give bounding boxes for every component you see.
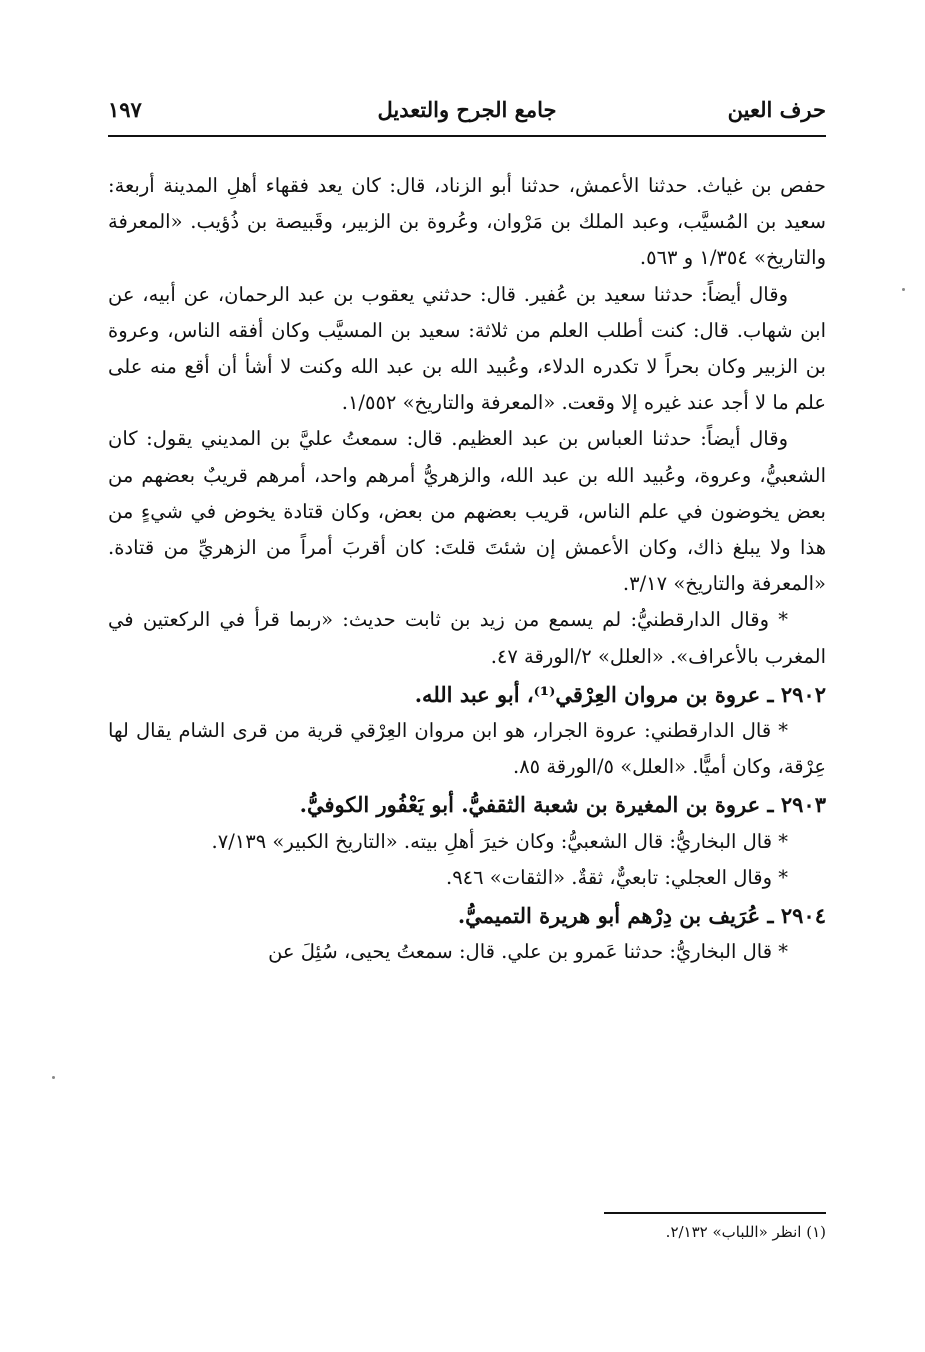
paragraph-daraqutni: * وقال الدارقطنيُّ: لم يسمع من زيد بن ثابت حديث: «ربما قرأ في الركعتين في المغرب بالأعراف». «العلل» ٢/الورقة ٤٧.: [108, 608, 826, 668]
scan-speck: [52, 1076, 55, 1079]
chapter-title: حرف العين: [727, 97, 826, 122]
scan-speck: [902, 288, 905, 291]
footnote: (١) انظر «اللباب» ٢/١٣٢.: [665, 1223, 826, 1241]
paragraph-bukhari-amr: * قال البخاريُّ: حدثنا عَمرو بن علي. قال: سمعتُ يحيى، سُئِلَ عن: [268, 940, 788, 964]
book-title: جامع الجرح والتعديل: [377, 97, 557, 122]
footnote-divider: [604, 1212, 826, 1214]
paragraph-ibn-shihab: وقال أيضاً: حدثنا سعيد بن عُفير. قال: حدثني يعقوب بن عبد الرحمان، عن أبيه، عن ابن شهاب. قال: كنت أطلب العلم من ثلاثة: سعيد بن المسيَّب وكان أفقه الناس، وعروة بن الزبير وكان بحراً لا تكدره الدلاء، وعُبيد الله بن عبد الله وكنت لا أشأ أن أقع منه على علم ما لا أجد عند غيره إلا وقعت. «المعرفة والتاريخ» ١/٥٥٢.: [108, 282, 826, 415]
header-divider: [108, 135, 826, 137]
paragraph-ali-madini: وقال أيضاً: حدثنا العباس بن عبد العظيم. قال: سمعتُ عليَّ بن المديني يقول: كان الشعبيُّ، وعروة، وعُبيد الله بن عبد الله، والزهريُّ أمرهم واحد، أمرهم قريبٌ بعضهم من بعض يخوضون في علم الناس، قريب بعضهم من بعض، وكان قتادة يخوض في شيءٍ من هذا ولا يبلغ ذاك، وكان الأعمش إن شئتَ قلتَ: كان أقربَ أمراً من الزهريِّ من قتادة. «المعرفة والتاريخ» ٣/١٧.: [108, 427, 826, 596]
paragraph-hafs: حفص بن غياث. حدثنا الأعمش، حدثنا أبو الزناد، قال: كان يعد فقهاء أهلِ المدينة أربعة: سعيد بن المُسيَّب، وعبد الملك بن مَرْوان، وعُروة بن الزبير، وقَبيصة بن ذُؤيب. «المعرفة والتاريخ» ١/٣٥٤ و ٥٦٣.: [108, 174, 826, 270]
paragraph-urwa-jarrar: * قال الدارقطني: عروة الجرار، هو ابن مروان العِرْقي قرية من قرى الشام يقال لها عِرْقة، وكان أميًّا. «العلل» ٥/الورقة ٨٥.: [108, 719, 826, 779]
running-header: [108, 93, 826, 127]
paragraph-ijli-thiqat: * وقال العجلي: تابعيٌّ، ثقةٌ. «الثقات» ٩٤٦.: [445, 865, 788, 889]
entry-heading-2904: ٢٩٠٤ ـ عُرَيف بن دِرْهم أبو هريرة التميميُّ.: [457, 903, 826, 929]
page-number: ١٩٧: [108, 97, 142, 122]
paragraph-bukhari-tarikh: * قال البخاريُّ: قال الشعبيُّ: وكان خيرَ أهلِ بيته. «التاريخ الكبير» ٧/١٣٩.: [211, 829, 788, 853]
entry-heading-2902: ٢٩٠٢ ـ عروة بن مروان العِرْقي⁽¹⁾، أبو عبد الله.: [414, 681, 826, 707]
entry-heading-2903: ٢٩٠٣ ـ عروة بن المغيرة بن شعبة الثقفيُّ. أبو يَعْفُور الكوفيُّ.: [299, 792, 826, 818]
page-body: [108, 168, 826, 970]
